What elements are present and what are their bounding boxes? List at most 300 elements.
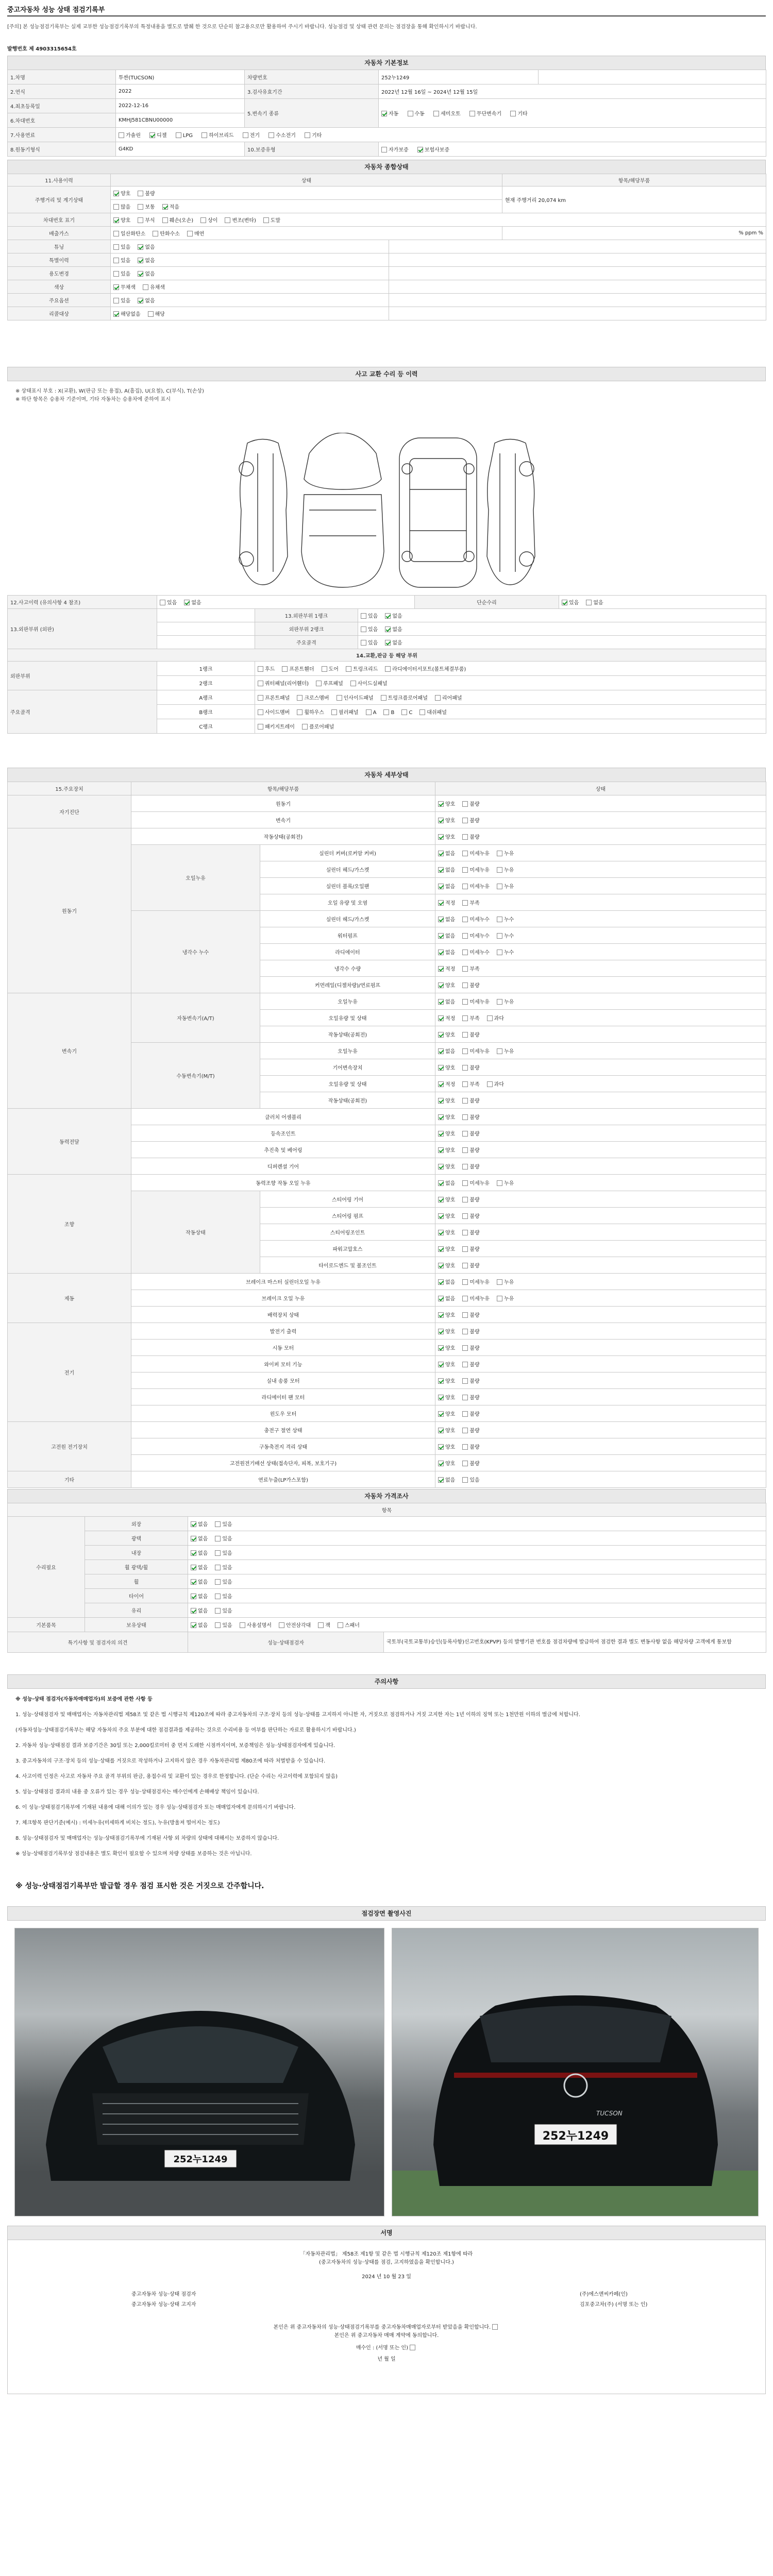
part-pillar-a-checkbox[interactable] [366, 709, 372, 715]
part-trunk-checkbox[interactable] [346, 666, 351, 672]
detail-state-checkbox[interactable] [497, 867, 502, 873]
part-package-tray-checkbox[interactable] [258, 724, 263, 730]
detail-state-checkbox[interactable] [462, 917, 468, 922]
detail-state-checkbox[interactable] [438, 1213, 444, 1219]
detail-row [8, 1109, 766, 1125]
label-inspection-period: 3.검사유효기간 [245, 84, 379, 99]
rank2-no-checkbox[interactable] [385, 626, 391, 632]
part-fender-checkbox[interactable] [282, 666, 288, 672]
detail-state-checkbox[interactable] [462, 1461, 468, 1466]
price-checkbox[interactable] [191, 1608, 196, 1614]
detail-state-checkbox[interactable] [438, 851, 444, 856]
detail-state-checkbox[interactable] [497, 933, 502, 939]
detail-state-checkbox[interactable] [438, 1065, 444, 1071]
vin-altered-checkbox[interactable] [225, 217, 230, 223]
fuel-hydrogen-checkbox[interactable] [268, 132, 274, 138]
detail-state: 양호 불량 [435, 1158, 766, 1175]
detail-state-checkbox[interactable] [462, 1048, 468, 1054]
detail-state-checkbox[interactable] [438, 966, 444, 972]
warranty-insurer-checkbox[interactable] [417, 147, 423, 152]
car-right-side-view [487, 439, 535, 585]
label-accident-history: 12.사고이력 (유의사항 4 참조) [8, 596, 157, 609]
note-line: 8. 성능·상태점검자 및 매매업자는 성능·상태점검기록부에 기재된 사항 외 차량의 상태에 대해서는 보증하지 않습니다. [15, 1836, 279, 1841]
note-line: ※ 성능·상태점검기록부상 점검내용은 별도 확인이 필요할 수 있으며 차량 상태를 보증하는 것은 아닙니다. [15, 1851, 252, 1857]
warranty-self-checkbox[interactable] [381, 147, 387, 152]
detail-state-checkbox[interactable] [462, 999, 468, 1005]
detail-state-checkbox[interactable] [438, 1411, 444, 1417]
label-fuel: 7.사용연료 [8, 128, 116, 142]
parts-subheader: 14.교환,판금 등 해당 부위 [8, 649, 766, 662]
detail-state-checkbox[interactable] [462, 1395, 468, 1400]
transmission-semi-checkbox[interactable] [433, 111, 439, 116]
mileage-high-checkbox[interactable] [113, 204, 119, 210]
price-row [8, 1560, 766, 1574]
detail-state-checkbox[interactable] [462, 867, 468, 873]
transmission-auto-checkbox[interactable] [381, 111, 387, 116]
detail-state-checkbox[interactable] [438, 1015, 444, 1021]
detail-state-checkbox[interactable] [438, 1048, 444, 1054]
options-yes-checkbox[interactable] [113, 298, 119, 303]
price-checkbox[interactable] [191, 1550, 196, 1556]
parts-rank-1: 1랭크 [157, 662, 255, 676]
detail-state-checkbox[interactable] [462, 1312, 468, 1318]
label-rank2: 외판부위 2랭크 [255, 622, 358, 636]
price-checkbox[interactable] [215, 1536, 221, 1541]
label-warranty: 10.보증유형 [245, 142, 379, 157]
part-sidemember-checkbox[interactable] [258, 709, 263, 715]
detail-state-checkbox[interactable] [462, 966, 468, 972]
detail-item: 고전원전기배선 상태(접속단자, 피복, 보호기구) [131, 1455, 435, 1471]
detail-state-checkbox[interactable] [438, 1444, 444, 1450]
vin-corrosion-checkbox[interactable] [138, 217, 143, 223]
price-checkbox[interactable] [191, 1579, 196, 1585]
part-roof-checkbox[interactable] [316, 681, 322, 686]
detail-state-checkbox[interactable] [438, 1378, 444, 1384]
price-row [8, 1517, 766, 1531]
price-item: 휠 [85, 1574, 188, 1589]
detail-group: 원동기 [8, 828, 131, 993]
detail-state-checkbox[interactable] [438, 801, 444, 807]
photo-rear [392, 1928, 759, 2216]
part-inside-panel-checkbox[interactable] [337, 695, 342, 701]
damage-table: 12.사고이력 (유의사항 4 참조) 있음 없음 단순수리 있음 없음 13.외판부위 (외판) 13.외판부위 1랭크 있음 없음 외판부위 2랭크 있음 없음 주요골격 있음 없음 14.교환,판금 등 해당 부위 외판부위 1랭크 후드 프론트휀더 도어 트렁크리드 라디에이터서포트(볼트체결부품) 2랭크 쿼터패널(리어휀더) 루프패널 사이드실패널 주요골격 A랭크 프론트패널 크로스멤버 인사이드패널 트렁크플로어패널 리어패널 B랭크 사이드멤버 휠하우스 필러패널 A B C 대쉬패널 C랭크 패키지트레이 플로어패널 [7, 595, 766, 734]
detail-state-checkbox[interactable] [462, 1230, 468, 1235]
fuel-hybrid-checkbox[interactable] [201, 132, 207, 138]
detail-state-checkbox[interactable] [438, 1164, 444, 1170]
part-floor-checkbox[interactable] [302, 724, 308, 730]
detail-item: 실린더 블록/오일팬 [260, 878, 435, 894]
detail-state-checkbox[interactable] [438, 1197, 444, 1202]
repair-yes-checkbox[interactable] [562, 600, 567, 605]
photo-front [14, 1928, 384, 2216]
detail-state-checkbox[interactable] [462, 1263, 468, 1268]
detail-state-checkbox[interactable] [487, 1081, 493, 1087]
emission-co-checkbox[interactable] [113, 231, 119, 236]
frame-yes-checkbox[interactable] [361, 640, 366, 646]
detail-state: 없음 미세누수 누수 [435, 927, 766, 944]
price-checkbox[interactable] [191, 1521, 196, 1527]
detail-item: 오일유량 및 상태 [260, 1076, 435, 1092]
frame-no-checkbox[interactable] [385, 640, 391, 646]
detail-state-checkbox[interactable] [438, 1032, 444, 1038]
detail-state-checkbox[interactable] [438, 1312, 444, 1318]
price-checkbox[interactable] [318, 1622, 324, 1628]
label-color: 색상 [8, 280, 111, 294]
basic-info-header: 자동차 기본정보 [7, 56, 766, 70]
label-transmission: 5.변속기 종류 [245, 99, 379, 128]
detail-state-checkbox[interactable] [462, 933, 468, 939]
sign-inspector-label: 중고자동차 성능·상태 점검자 [131, 2292, 196, 2297]
detail-state-checkbox[interactable] [497, 884, 502, 889]
detail-state: 양호 불량 [435, 1372, 766, 1389]
detail-item: 오일유량 및 상태 [260, 1010, 435, 1026]
detail-state-checkbox[interactable] [462, 1114, 468, 1120]
transmission-cvt-checkbox[interactable] [469, 111, 475, 116]
price-checkbox[interactable] [240, 1622, 245, 1628]
detail-state-checkbox[interactable] [438, 1246, 444, 1252]
part-pillar-c-checkbox[interactable] [401, 709, 407, 715]
damage-legend: ※ 상태표시 부호 : X(교환), W(판금 또는 용접), A(흠집), U(요철), C(부식), T(손상) [15, 388, 204, 394]
label-year: 2.연식 [8, 84, 116, 99]
detail-state-checkbox[interactable] [438, 1081, 444, 1087]
detail-state-checkbox[interactable] [462, 1477, 468, 1483]
detail-item: 연료누출(LP가스포함) [131, 1471, 435, 1488]
detail-state-checkbox[interactable] [497, 1048, 502, 1054]
price-checkbox[interactable] [215, 1565, 221, 1570]
value-year: 2022 [116, 84, 245, 99]
detail-subgroup: 수동변속기(M/T) [131, 1043, 260, 1109]
part-pillar-b-checkbox[interactable] [383, 709, 389, 715]
detail-state-checkbox[interactable] [497, 950, 502, 955]
detail-state-checkbox[interactable] [462, 1213, 468, 1219]
detail-state-checkbox[interactable] [462, 1065, 468, 1071]
detail-item: 실내 송풍 모터 [131, 1372, 435, 1389]
detail-state-checkbox[interactable] [462, 1246, 468, 1252]
color-achromatic-checkbox[interactable] [113, 284, 119, 290]
detail-state-checkbox[interactable] [438, 1461, 444, 1466]
detail-state-checkbox[interactable] [438, 1131, 444, 1137]
emission-smoke-checkbox[interactable] [187, 231, 193, 236]
price-item: 휠 광택/휠 [85, 1560, 188, 1574]
vin-painted-checkbox[interactable] [263, 217, 269, 223]
detail-state-checkbox[interactable] [462, 851, 468, 856]
detail-state-checkbox[interactable] [462, 1329, 468, 1334]
col-price-item: 항목 [8, 1503, 766, 1517]
label-use-change: 용도변경 [8, 267, 111, 280]
detail-state-checkbox[interactable] [438, 1428, 444, 1433]
detail-state: 적정 부족 과다 [435, 1010, 766, 1026]
price-survey-header: 자동차 가격조사 [7, 1489, 766, 1503]
price-checkbox[interactable] [215, 1579, 221, 1585]
detail-state-checkbox[interactable] [462, 1345, 468, 1351]
detail-item: 변속기 [131, 812, 435, 828]
usechange-no-checkbox[interactable] [138, 271, 143, 277]
detail-state-checkbox[interactable] [438, 1477, 444, 1483]
detail-state-checkbox[interactable] [438, 917, 444, 922]
fuel-electric-checkbox[interactable] [243, 132, 248, 138]
price-checkbox[interactable] [215, 1521, 221, 1527]
col-main-device: 15.주요장치 [8, 782, 131, 795]
usechange-yes-checkbox[interactable] [113, 271, 119, 277]
detail-state-checkbox[interactable] [438, 834, 444, 840]
detail-state-checkbox[interactable] [462, 900, 468, 906]
detail-item: 스티어링 기어 [260, 1191, 435, 1208]
sign-box [7, 2240, 766, 2394]
detail-state-checkbox[interactable] [497, 1296, 502, 1301]
col-item: 항목/해당부품 [131, 782, 435, 795]
confirm-agree-checkbox[interactable] [410, 2345, 415, 2350]
detail-state-checkbox[interactable] [438, 1263, 444, 1268]
detail-state: 양호 불량 [435, 1241, 766, 1257]
detail-item: 배력장치 상태 [131, 1307, 435, 1323]
detail-state-checkbox[interactable] [497, 917, 502, 922]
warranty-options: 자가보증 보험사보증 [379, 142, 766, 157]
detail-state-checkbox[interactable] [497, 1180, 502, 1186]
detail-item: 충전구 절연 상태 [131, 1422, 435, 1438]
rank2-yes-checkbox[interactable] [361, 626, 366, 632]
detail-state-checkbox[interactable] [462, 1279, 468, 1285]
part-door-checkbox[interactable] [322, 666, 327, 672]
notes-warning: ※ 성능·상태점검기록부만 발급할 경우 점검 표시한 것은 거짓으로 간주합니다. [15, 1882, 264, 1890]
detail-state: 적정 부족 과다 [435, 1076, 766, 1092]
detail-state: 양호 불량 [435, 1307, 766, 1323]
rank1-yes-checkbox[interactable] [361, 613, 366, 619]
sign-notifier-label: 중고자동차 성능·상태 고지자 [131, 2302, 196, 2308]
fuel-etc-checkbox[interactable] [305, 132, 310, 138]
detail-state-checkbox[interactable] [438, 1362, 444, 1367]
color-chromatic-checkbox[interactable] [143, 284, 148, 290]
detail-state-checkbox[interactable] [438, 884, 444, 889]
part-pillar-checkbox[interactable] [331, 709, 337, 715]
confirm-receipt-checkbox[interactable] [492, 2324, 498, 2330]
detail-row [8, 1471, 766, 1488]
label-plate: 차량번호 [245, 70, 379, 84]
detail-subgroup: 자동변속기(A/T) [131, 993, 260, 1043]
detail-state-checkbox[interactable] [438, 982, 444, 988]
value-inspection-period: 2022년 12월 16일 ~ 2024년 12월 15일 [379, 84, 766, 99]
price-checkbox[interactable] [215, 1608, 221, 1614]
detail-state-checkbox[interactable] [462, 801, 468, 807]
mileage-low-checkbox[interactable] [162, 204, 168, 210]
detail-item: 작동상태(공회전) [260, 1092, 435, 1109]
detail-group: 전기 [8, 1323, 131, 1422]
detail-state-checkbox[interactable] [438, 1329, 444, 1334]
detail-item: 시동 모터 [131, 1340, 435, 1356]
vin-damage-checkbox[interactable] [162, 217, 168, 223]
car-left-side-view [239, 439, 288, 585]
parts-rank-b: B랭크 [157, 705, 255, 719]
odometer-bad-checkbox[interactable] [138, 191, 143, 196]
accident-no-checkbox[interactable] [184, 600, 190, 605]
detail-state-checkbox[interactable] [438, 1345, 444, 1351]
detail-state-checkbox[interactable] [462, 982, 468, 988]
price-group: 기본품목 [8, 1618, 85, 1632]
detail-state-checkbox[interactable] [438, 900, 444, 906]
accident-yes-checkbox[interactable] [160, 600, 165, 605]
options-no-checkbox[interactable] [138, 298, 143, 303]
detail-item: 브레이크 오일 누유 [131, 1290, 435, 1307]
detail-state: 양호 불량 [435, 1125, 766, 1142]
detail-state: 양호 불량 [435, 1208, 766, 1224]
detail-state: 양호 불량 [435, 1257, 766, 1274]
detail-state-checkbox[interactable] [462, 1164, 468, 1170]
detail-state: 없음 미세누유 누유 [435, 1043, 766, 1059]
detail-row [8, 1175, 766, 1191]
part-rear-panel-checkbox[interactable] [435, 695, 441, 701]
part-crossmember-checkbox[interactable] [297, 695, 303, 701]
detail-item: 파워고압호스 [260, 1241, 435, 1257]
detail-state-checkbox[interactable] [497, 851, 502, 856]
detail-item: 구동축전지 격리 상태 [131, 1438, 435, 1455]
tuning-no-checkbox[interactable] [138, 244, 143, 250]
detail-state-checkbox[interactable] [438, 1114, 444, 1120]
detail-state-checkbox[interactable] [438, 818, 444, 823]
detail-state-checkbox[interactable] [438, 1098, 444, 1104]
detail-state-checkbox[interactable] [438, 1230, 444, 1235]
detail-state-checkbox[interactable] [462, 1147, 468, 1153]
price-checkbox[interactable] [191, 1565, 196, 1570]
detail-state-checkbox[interactable] [462, 1131, 468, 1137]
recall-none-checkbox[interactable] [113, 311, 119, 317]
detail-state-checkbox[interactable] [462, 950, 468, 955]
detail-row [8, 795, 766, 812]
detail-state-checkbox[interactable] [462, 1362, 468, 1367]
price-checkbox[interactable] [191, 1622, 196, 1628]
part-quarter-checkbox[interactable] [258, 681, 263, 686]
detail-state-checkbox[interactable] [438, 950, 444, 955]
special-no-checkbox[interactable] [138, 258, 143, 263]
label-rank1: 13.외판부위 1랭크 [255, 609, 358, 622]
part-wheelhouse-checkbox[interactable] [297, 709, 303, 715]
part-sidesill-checkbox[interactable] [350, 681, 356, 686]
detail-state-checkbox[interactable] [462, 1197, 468, 1202]
fuel-diesel-checkbox[interactable] [149, 132, 155, 138]
vin-diff-checkbox[interactable] [200, 217, 206, 223]
rank1-no-checkbox[interactable] [385, 613, 391, 619]
odometer-good-checkbox[interactable] [113, 191, 119, 196]
detail-item: 윈도우 모터 [131, 1405, 435, 1422]
detail-item: 라디에이터 [260, 944, 435, 960]
detail-state-checkbox[interactable] [462, 1081, 468, 1087]
repair-no-checkbox[interactable] [586, 600, 592, 605]
notes-header: 주의사항 [7, 1674, 766, 1689]
detail-state-checkbox[interactable] [438, 999, 444, 1005]
part-front-panel-checkbox[interactable] [258, 695, 263, 701]
col-use-history: 11.사용이력 [8, 174, 111, 187]
detail-state: 없음 있음 [435, 1471, 766, 1488]
mileage-normal-checkbox[interactable] [138, 204, 143, 210]
rear-badge: TUCSON [596, 2110, 623, 2117]
detail-state-checkbox[interactable] [487, 1015, 493, 1021]
detail-state-checkbox[interactable] [462, 1180, 468, 1186]
price-checkbox[interactable] [338, 1622, 343, 1628]
price-checkbox[interactable] [215, 1550, 221, 1556]
vin-good-checkbox[interactable] [113, 217, 119, 223]
detail-state: 없음 미세누유 누유 [435, 878, 766, 894]
label-options: 주요옵션 [8, 294, 111, 307]
detail-item: 디퍼렌셜 기어 [131, 1158, 435, 1175]
price-row [8, 1546, 766, 1560]
detail-state-checkbox[interactable] [462, 1378, 468, 1384]
sign-inspector-name: (주)에스앤씨카페(인) [580, 2292, 628, 2297]
part-dash-checkbox[interactable] [419, 709, 425, 715]
detail-state-checkbox[interactable] [438, 1147, 444, 1153]
part-radiator-support-checkbox[interactable] [385, 666, 391, 672]
detail-row [8, 993, 766, 1010]
price-checkbox[interactable] [191, 1594, 196, 1599]
detail-state-checkbox[interactable] [462, 1411, 468, 1417]
detail-state-checkbox[interactable] [438, 867, 444, 873]
price-item: 외장 [85, 1517, 188, 1531]
front-plate: 252누1249 [173, 2154, 228, 2165]
document-title: 중고자동차 성능 상태 점검기록부 [7, 6, 105, 14]
detail-state: 양호 불량 [435, 1059, 766, 1076]
price-checkbox[interactable] [215, 1622, 221, 1628]
part-hood-checkbox[interactable] [258, 666, 263, 672]
special-yes-checkbox[interactable] [113, 258, 119, 263]
detail-state-checkbox[interactable] [462, 1098, 468, 1104]
fuel-lpg-checkbox[interactable] [176, 132, 181, 138]
sign-line1: 「자동차관리법」 제58조 제1항 및 같은 법 시행규칙 제120조 제1항에 따라 [300, 2251, 473, 2257]
detail-item: 스티어링조인트 [260, 1224, 435, 1241]
detail-group: 자기진단 [8, 795, 131, 828]
price-checkbox[interactable] [279, 1622, 284, 1628]
detail-state-checkbox[interactable] [462, 1444, 468, 1450]
price-checkbox[interactable] [191, 1536, 196, 1541]
detail-item: 등속조인트 [131, 1125, 435, 1142]
detail-state-checkbox[interactable] [462, 1015, 468, 1021]
detail-group: 변속기 [8, 993, 131, 1109]
detail-state-checkbox[interactable] [438, 933, 444, 939]
emission-hc-checkbox[interactable] [153, 231, 158, 236]
part-trunk-floor-checkbox[interactable] [381, 695, 386, 701]
detail-state-checkbox[interactable] [438, 1296, 444, 1301]
fuel-gasoline-checkbox[interactable] [119, 132, 124, 138]
detail-state-checkbox[interactable] [462, 1428, 468, 1433]
transmission-manual-checkbox[interactable] [408, 111, 413, 116]
detail-state-checkbox[interactable] [497, 1279, 502, 1285]
detail-item: 와이퍼 모터 기능 [131, 1356, 435, 1372]
parts-rank-c: C랭크 [157, 719, 255, 734]
sign-line2: (중고자동차의 성능·상태를 점검, 고지하였음을 확인합니다.) [319, 2260, 454, 2265]
detail-state-checkbox[interactable] [462, 1032, 468, 1038]
price-state: 없음 있음 [188, 1574, 766, 1589]
price-item: 내장 [85, 1546, 188, 1560]
detail-state-checkbox[interactable] [462, 834, 468, 840]
tuning-yes-checkbox[interactable] [113, 244, 119, 250]
price-row [8, 1618, 766, 1632]
detail-state-checkbox[interactable] [462, 1296, 468, 1301]
transmission-etc-checkbox[interactable] [510, 111, 516, 116]
price-checkbox[interactable] [215, 1594, 221, 1599]
label-vin-mark: 차대번호 표기 [8, 213, 111, 227]
detail-state-checkbox[interactable] [497, 999, 502, 1005]
detail-state-checkbox[interactable] [462, 818, 468, 823]
detail-state: 양호 불량 [435, 1356, 766, 1372]
value-plate: 252누1249 [379, 70, 539, 84]
detail-state-checkbox[interactable] [438, 1395, 444, 1400]
detail-group: 고전원 전기장치 [8, 1422, 131, 1471]
detail-state: 양호 불량 [435, 812, 766, 828]
issue-number: 발행번호 제 4903315654호 [7, 46, 77, 52]
detail-state-checkbox[interactable] [438, 1180, 444, 1186]
detail-item: 오일누유 [260, 993, 435, 1010]
detail-state-checkbox[interactable] [438, 1279, 444, 1285]
rear-plate: 252누1249 [542, 2130, 609, 2143]
recall-applicable-checkbox[interactable] [148, 311, 154, 317]
detail-state: 없음 미세누유 누유 [435, 1175, 766, 1191]
detail-state-checkbox[interactable] [462, 884, 468, 889]
